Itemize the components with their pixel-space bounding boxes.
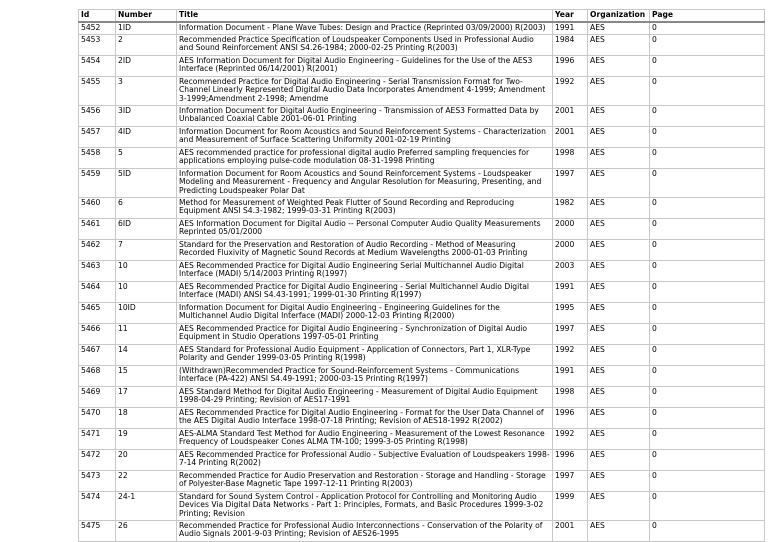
cell-year: 1996 (553, 408, 588, 429)
cell-title: Information Document for Digital Audio Engineering - Engineering Guidelines for the Multichannel Audio Digital Interface (MADI) 2000-12-03 Printing R(2000) (177, 303, 553, 324)
cell-number: 7 (116, 240, 177, 261)
cell-year: 2001 (553, 127, 588, 148)
cell-title: AES recommended practice for professional digital audio Preferred sampling frequencies for applications employing pulse-code modulation 08-31-1998 Printing (177, 148, 553, 169)
cell-page: 0 (650, 261, 765, 282)
column-header-id[interactable]: Id (79, 10, 116, 23)
cell-number: 20 (116, 450, 177, 471)
cell-year: 2003 (553, 261, 588, 282)
cell-year: 1999 (553, 492, 588, 521)
cell-organization: AES (588, 387, 650, 408)
cell-organization: AES (588, 303, 650, 324)
cell-page: 0 (650, 282, 765, 303)
table-row[interactable] (79, 261, 765, 282)
table-row[interactable] (79, 521, 765, 542)
table-row[interactable] (79, 366, 765, 387)
cell-page: 0 (650, 450, 765, 471)
cell-organization: AES (588, 282, 650, 303)
table-row[interactable] (79, 345, 765, 366)
cell-organization: AES (588, 219, 650, 240)
cell-year: 1992 (553, 77, 588, 106)
cell-year: 1991 (553, 282, 588, 303)
cell-organization: AES (588, 521, 650, 542)
table-row[interactable] (79, 387, 765, 408)
cell-number: 17 (116, 387, 177, 408)
column-header-year[interactable]: Year (553, 10, 588, 23)
cell-organization: AES (588, 345, 650, 366)
cell-year: 1982 (553, 198, 588, 219)
cell-id: 5466 (79, 324, 116, 345)
cell-title: Information Document - Plane Wave Tubes: Design and Practice (Reprinted 03/09/2000) R(2003) (177, 22, 553, 35)
cell-id: 5474 (79, 492, 116, 521)
cell-year: 1997 (553, 471, 588, 492)
cell-organization: AES (588, 169, 650, 198)
cell-number: 5 (116, 148, 177, 169)
cell-id: 5459 (79, 169, 116, 198)
table-row[interactable] (79, 303, 765, 324)
cell-number: 26 (116, 521, 177, 542)
cell-number: 5ID (116, 169, 177, 198)
cell-title: AES Recommended Practice for Digital Audio Engineering - Serial Multichannel Audio Digital Interface (MADI) ANSI S4.43-1991; 1999-01-30 Printing R(1997) (177, 282, 553, 303)
cell-year: 1996 (553, 56, 588, 77)
cell-id: 5453 (79, 35, 116, 56)
cell-id: 5456 (79, 106, 116, 127)
cell-year: 2001 (553, 521, 588, 542)
cell-organization: AES (588, 492, 650, 521)
cell-title: Information Document for Digital Audio Engineering - Transmission of AES3 Formatted Data by Unbalanced Coaxial Cable 2001-06-01 Printing (177, 106, 553, 127)
cell-page: 0 (650, 127, 765, 148)
cell-id: 5469 (79, 387, 116, 408)
table-row[interactable] (79, 148, 765, 169)
cell-id: 5452 (79, 22, 116, 35)
cell-page: 0 (650, 198, 765, 219)
cell-number: 2 (116, 35, 177, 56)
table-row[interactable] (79, 106, 765, 127)
cell-page: 0 (650, 303, 765, 324)
cell-id: 5472 (79, 450, 116, 471)
cell-year: 2000 (553, 240, 588, 261)
cell-organization: AES (588, 261, 650, 282)
cell-id: 5460 (79, 198, 116, 219)
cell-page: 0 (650, 106, 765, 127)
cell-year: 1995 (553, 303, 588, 324)
cell-page: 0 (650, 521, 765, 542)
cell-organization: AES (588, 240, 650, 261)
cell-id: 5473 (79, 471, 116, 492)
cell-organization: AES (588, 408, 650, 429)
table-row[interactable] (79, 198, 765, 219)
table-row[interactable] (79, 408, 765, 429)
column-header-page[interactable]: Page (650, 10, 765, 23)
cell-title: Standard for Sound System Control - Application Protocol for Controlling and Monitoring Audio Devices Via Digital Data Networks - Part 1: Principles, Formats, and Basic Procedures 1999-3-02 Printing; Revision (177, 492, 553, 521)
cell-page: 0 (650, 240, 765, 261)
cell-page: 0 (650, 219, 765, 240)
cell-title: Information Document for Room Acoustics and Sound Reinforcement Systems - Characterization and Measurement of Surface Scattering Uniformity 2001-02-19 Printing (177, 127, 553, 148)
cell-number: 4ID (116, 127, 177, 148)
cell-title: (Withdrawn)Recommended Practice for Sound-Reinforcement Systems - Communications Interface (PA-422) ANSI S4.49-1991; 2000-03-15 Printing R(1997) (177, 366, 553, 387)
cell-number: 22 (116, 471, 177, 492)
cell-title: AES-ALMA Standard Test Method for Audio Engineering - Measurement of the Lowest Resonance Frequency of Loudspeaker Cones ALMA TM-100; 1999-3-05 Printing R(1998) (177, 429, 553, 450)
cell-id: 5462 (79, 240, 116, 261)
cell-title: Recommended Practice for Audio Preservation and Restoration - Storage and Handling - Storage of Polyester-Base Magnetic Tape 1997-12-11 Printing R(2003) (177, 471, 553, 492)
cell-title: AES Standard Method for Digital Audio Engineering - Measurement of Digital Audio Equipment 1998-04-29 Printing; Revision of AES17-1991 (177, 387, 553, 408)
cell-id: 5475 (79, 521, 116, 542)
cell-id: 5467 (79, 345, 116, 366)
cell-organization: AES (588, 429, 650, 450)
cell-year: 1996 (553, 450, 588, 471)
cell-number: 2ID (116, 56, 177, 77)
cell-number: 11 (116, 324, 177, 345)
table-row[interactable] (79, 282, 765, 303)
table-row[interactable] (79, 429, 765, 450)
header-row (79, 10, 765, 23)
cell-id: 5470 (79, 408, 116, 429)
column-header-number[interactable]: Number (116, 10, 177, 23)
table-row[interactable] (79, 22, 765, 35)
cell-organization: AES (588, 35, 650, 56)
cell-id: 5464 (79, 282, 116, 303)
cell-title: Standard for the Preservation and Restoration of Audio Recording - Method of Measuring Recorded Fluxivity of Magnetic Sound Records at Medium Wavelengths 2000-01-03 Printing (177, 240, 553, 261)
data-table (78, 9, 765, 542)
cell-id: 5468 (79, 366, 116, 387)
cell-page: 0 (650, 56, 765, 77)
cell-organization: AES (588, 366, 650, 387)
table-row[interactable] (79, 169, 765, 198)
cell-organization: AES (588, 127, 650, 148)
table-body (79, 10, 765, 542)
cell-page: 0 (650, 345, 765, 366)
cell-number: 6 (116, 198, 177, 219)
cell-number: 3ID (116, 106, 177, 127)
cell-year: 1991 (553, 366, 588, 387)
column-header-title[interactable]: Title (177, 10, 553, 23)
cell-organization: AES (588, 324, 650, 345)
cell-number: 14 (116, 345, 177, 366)
cell-id: 5463 (79, 261, 116, 282)
cell-number: 10 (116, 282, 177, 303)
cell-year: 1998 (553, 148, 588, 169)
cell-page: 0 (650, 324, 765, 345)
table-row[interactable] (79, 127, 765, 148)
cell-organization: AES (588, 77, 650, 106)
cell-title: Recommended Practice Specification of Loudspeaker Components Used in Professional Audio and Sound Reinforcement ANSI S4.26-1984; 2000-02-25 Printing R(2003) (177, 35, 553, 56)
cell-page: 0 (650, 366, 765, 387)
table-row[interactable] (79, 492, 765, 521)
cell-organization: AES (588, 198, 650, 219)
cell-page: 0 (650, 492, 765, 521)
cell-organization: AES (588, 22, 650, 35)
cell-year: 1992 (553, 345, 588, 366)
cell-page: 0 (650, 22, 765, 35)
table-row[interactable] (79, 35, 765, 56)
column-header-organization[interactable]: Organization (588, 10, 650, 23)
table-row[interactable] (79, 471, 765, 492)
cell-title: AES Information Document for Digital Audio Engineering - Guidelines for the Use of the AES3 Interface (Reprinted 06/14/2001) R(2001) (177, 56, 553, 77)
cell-year: 1998 (553, 387, 588, 408)
cell-id: 5454 (79, 56, 116, 77)
table-row[interactable] (79, 240, 765, 261)
table-row[interactable] (79, 450, 765, 471)
cell-number: 1ID (116, 22, 177, 35)
cell-title: AES Information Document for Digital Audio -- Personal Computer Audio Quality Measurements Reprinted 05/01/2000 (177, 219, 553, 240)
cell-year: 1984 (553, 35, 588, 56)
cell-year: 1997 (553, 169, 588, 198)
cell-title: AES Recommended Practice for Digital Audio Engineering - Synchronization of Digital Audio Equipment in Studio Operations 1997-05-01 Printing (177, 324, 553, 345)
cell-page: 0 (650, 169, 765, 198)
cell-number: 6ID (116, 219, 177, 240)
table-row[interactable] (79, 219, 765, 240)
cell-title: Method for Measurement of Weighted Peak Flutter of Sound Recording and Reproducing Equipment ANSI S4.3-1982; 1999-03-31 Printing R(2003) (177, 198, 553, 219)
cell-page: 0 (650, 429, 765, 450)
cell-title: AES Standard for Professional Audio Equipment - Application of Connectors, Part 1, XLR-Type Polarity and Gender 1999-03-05 Printing R(1998) (177, 345, 553, 366)
cell-organization: AES (588, 56, 650, 77)
cell-page: 0 (650, 408, 765, 429)
cell-title: Recommended Practice for Professional Audio Interconnections - Conservation of the Polarity of Audio Signals 2001-9-03 Printing; Revision of AES26-1995 (177, 521, 553, 542)
cell-year: 2001 (553, 106, 588, 127)
cell-organization: AES (588, 106, 650, 127)
cell-page: 0 (650, 35, 765, 56)
cell-page: 0 (650, 387, 765, 408)
table-row[interactable] (79, 324, 765, 345)
table-row[interactable] (79, 56, 765, 77)
cell-id: 5465 (79, 303, 116, 324)
cell-number: 15 (116, 366, 177, 387)
cell-id: 5458 (79, 148, 116, 169)
cell-id: 5457 (79, 127, 116, 148)
cell-year: 1991 (553, 22, 588, 35)
cell-number: 24-1 (116, 492, 177, 521)
cell-year: 1992 (553, 429, 588, 450)
cell-organization: AES (588, 471, 650, 492)
cell-title: AES Recommended Practice for Professional Audio - Subjective Evaluation of Loudspeakers 1998-7-14 Printing R(2002) (177, 450, 553, 471)
cell-page: 0 (650, 148, 765, 169)
table-row[interactable] (79, 77, 765, 106)
cell-number: 10ID (116, 303, 177, 324)
cell-year: 1997 (553, 324, 588, 345)
cell-title: AES Recommended Practice for Digital Audio Engineering Serial Multichannel Audio Digital Interface (MADI) 5/14/2003 Printing R(1997) (177, 261, 553, 282)
cell-title: Recommended Practice for Digital Audio Engineering - Serial Transmission Format for Two-Channel Linearly Represented Digital Audio Data Incorporates Amendment 4-1999; Amendment 3-1999;Amendment 2-1998; Amendme (177, 77, 553, 106)
cell-page: 0 (650, 77, 765, 106)
cell-number: 3 (116, 77, 177, 106)
cell-title: AES Recommended Practice for Digital Audio Engineering - Format for the User Data Channel of the AES Digital Audio Interface 1998-07-18 Printing; Revision of AES18-1992 R(2002) (177, 408, 553, 429)
cell-id: 5471 (79, 429, 116, 450)
cell-organization: AES (588, 450, 650, 471)
cell-number: 18 (116, 408, 177, 429)
cell-id: 5455 (79, 77, 116, 106)
cell-page: 0 (650, 471, 765, 492)
cell-id: 5461 (79, 219, 116, 240)
cell-year: 2000 (553, 219, 588, 240)
cell-number: 10 (116, 261, 177, 282)
cell-organization: AES (588, 148, 650, 169)
cell-title: Information Document for Room Acoustics and Sound Reinforcement Systems - Loudspeaker Modeling and Measurement - Frequency and Angular Resolution for Measuring, Presenting, and Predicting Loudspeaker Polar Dat (177, 169, 553, 198)
cell-number: 19 (116, 429, 177, 450)
